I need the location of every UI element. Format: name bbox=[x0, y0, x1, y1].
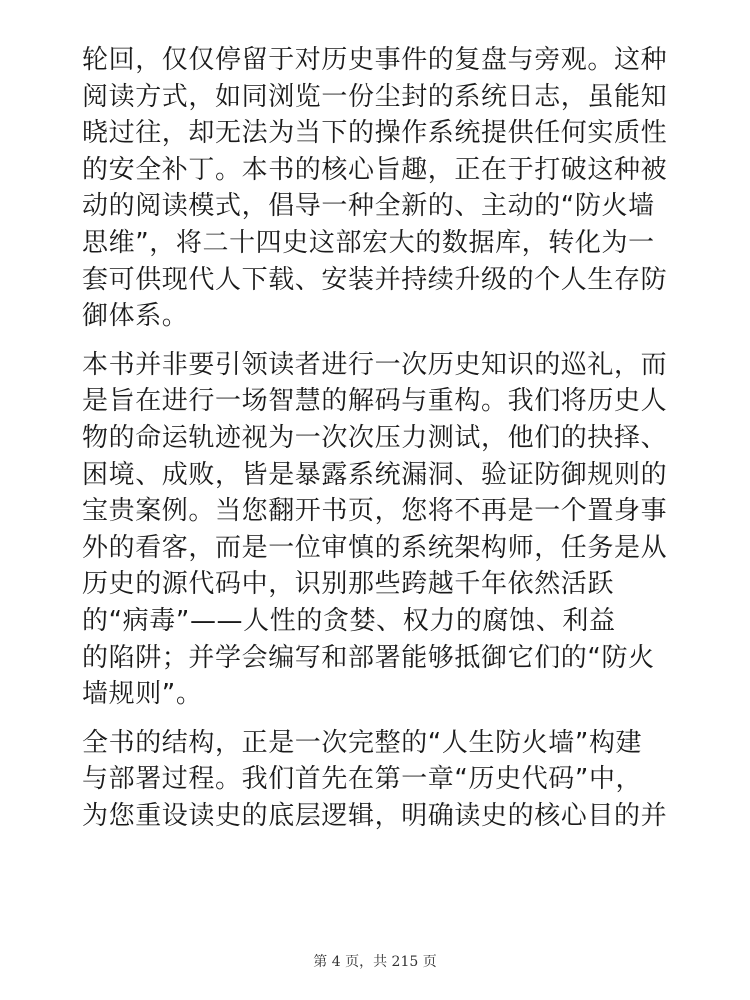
paragraph-2 bbox=[82, 347, 682, 713]
text-line: 是旨在进行一场智慧的解码与重构。我们将历史人 bbox=[82, 386, 668, 417]
text-line: 动的阅读模式，倡导一种全新的、主动的“防火墙 bbox=[82, 191, 655, 222]
document-body bbox=[82, 42, 682, 846]
text-line: 御体系。 bbox=[82, 301, 189, 332]
text-line: 的陷阱；并学会编写和部署能够抵御它们的“防火 bbox=[82, 642, 655, 673]
text-line: 为您重设读史的底层逻辑，明确读史的核心目的并 bbox=[82, 800, 668, 831]
text-line: 本书并非要引领读者进行一次历史知识的巡礼，而 bbox=[82, 349, 668, 380]
text-line: 轮回，仅仅停留于对历史事件的复盘与旁观。这种 bbox=[82, 45, 668, 75]
text-line: 外的看客，而是一位审慎的系统架构师，任务是从 bbox=[82, 532, 668, 563]
text-line: 宝贵案例。当您翻开书页，您将不再是一个置身事 bbox=[82, 496, 668, 527]
text-line: 套可供现代人下载、安装并持续升级的个人生存防 bbox=[82, 264, 668, 295]
text-line: 的“病毒”——人性的贪婪、权力的腐蚀、利益 bbox=[82, 605, 616, 636]
text-line: 困境、成败，皆是暴露系统漏洞、验证防御规则的 bbox=[82, 459, 668, 490]
text-line: 全书的结构，正是一次完整的“人生防火墙”构建 bbox=[82, 727, 643, 758]
text-line: 与部署过程。我们首先在第一章“历史代码”中， bbox=[82, 764, 643, 795]
text-line: 历史的源代码中，识别那些跨越千年依然活跃 bbox=[82, 569, 615, 600]
text-line: 的安全补丁。本书的核心旨趣，正在于打破这种被 bbox=[82, 154, 668, 185]
text-line: 晓过往，却无法为当下的操作系统提供任何实质性 bbox=[82, 118, 668, 149]
paragraph-3 bbox=[82, 725, 682, 835]
paragraph-1 bbox=[82, 42, 682, 335]
text-line: 物的命运轨迹视为一次次压力测试，他们的抉择、 bbox=[82, 422, 668, 453]
text-line: 思维”，将二十四史这部宏大的数据库，转化为一 bbox=[82, 227, 655, 258]
text-line: 阅读方式，如同浏览一份尘封的系统日志，虽能知 bbox=[82, 81, 668, 112]
text-line: 墙规则”。 bbox=[82, 679, 203, 710]
page-number: 第 4 页，共 215 页 bbox=[313, 954, 437, 970]
